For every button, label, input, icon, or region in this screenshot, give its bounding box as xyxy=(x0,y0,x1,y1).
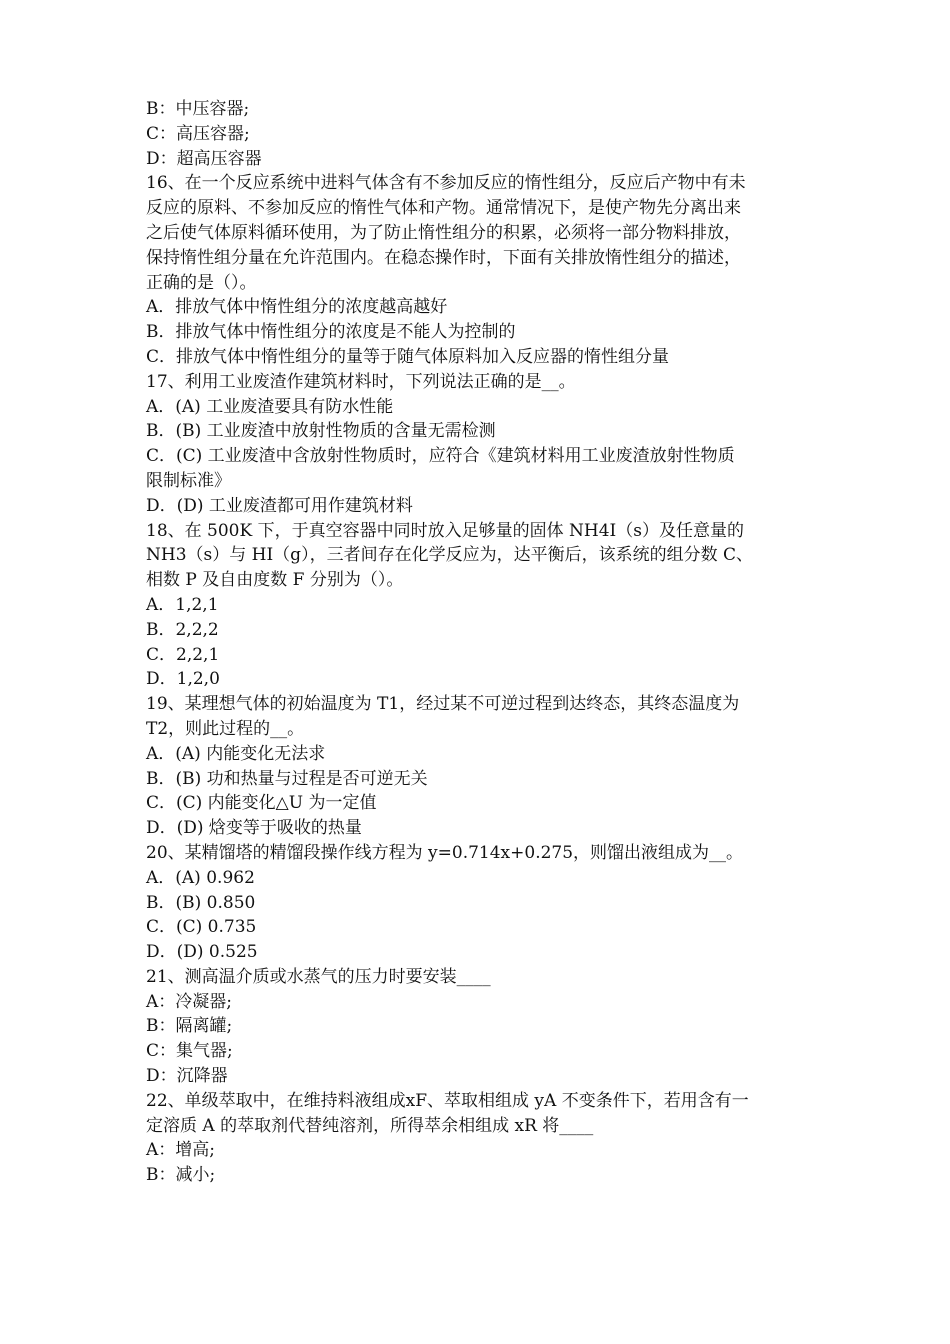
question-line: 之后使气体原料循环使用，为了防止惰性组分的积累，必须将一部分物料排放， xyxy=(146,222,741,243)
option-line: B：隔离罐; xyxy=(146,1016,233,1037)
option-line: B．(B) 功和热量与过程是否可逆无关 xyxy=(146,768,428,789)
option-line: C．2,2,1 xyxy=(146,644,220,665)
option-line: D．(D) 0.525 xyxy=(146,942,258,963)
question-line: 21、测高温介质或水蒸气的压力时要安装____ xyxy=(146,966,491,987)
option-line: B．(B) 工业废渣中放射性物质的含量无需检测 xyxy=(146,421,496,442)
question-line: 22、单级萃取中，在维持料液组成xF、萃取相组成 yA 不变条件下，若用含有一 xyxy=(146,1090,749,1111)
question-line: T2，则此过程的__。 xyxy=(146,718,305,739)
option-line: A．(A) 内能变化无法求 xyxy=(146,743,326,764)
option-line: A：冷凝器; xyxy=(146,991,233,1012)
option-line: D．1,2,0 xyxy=(146,669,220,690)
option-line: C：集气器; xyxy=(146,1041,233,1062)
option-line: B：中压容器; xyxy=(146,99,250,119)
option-line: A．(A) 0.962 xyxy=(146,867,255,888)
option-line: B：减小; xyxy=(146,1165,216,1186)
option-line: 限制标准》 xyxy=(146,470,231,491)
option-line: C．排放气体中惰性组分的量等于随气体原料加入反应器的惰性组分量 xyxy=(146,346,670,367)
document-page xyxy=(146,97,808,1188)
option-line: C．(C) 0.735 xyxy=(146,917,257,938)
option-line: B．排放气体中惰性组分的浓度是不能人为控制的 xyxy=(146,322,516,343)
option-line: C．(C) 内能变化△U 为一定值 xyxy=(146,793,377,814)
question-line: 18、在 500K 下，于真空容器中同时放入足够量的固体 NH4I（s）及任意量的 xyxy=(146,520,744,541)
question-line: 20、某精馏塔的精馏段操作线方程为 y=0.714x+0.275，则馏出液组成为__。 xyxy=(146,842,744,863)
option-line: D：沉降器 xyxy=(146,1066,228,1087)
question-line: 定溶质 A 的萃取剂代替纯溶剂，所得萃余相组成 xR 将____ xyxy=(146,1115,594,1136)
question-line: 相数 P 及自由度数 F 分别为（）。 xyxy=(146,570,404,591)
option-line: D．(D) 工业废渣都可用作建筑材料 xyxy=(146,495,413,516)
option-line: A．(A) 工业废渣要具有防水性能 xyxy=(146,396,394,417)
option-line: A．1,2,1 xyxy=(146,594,219,615)
question-line: 19、某理想气体的初始温度为 T1，经过某不可逆过程到达终态，其终态温度为 xyxy=(146,694,740,715)
question-line: 17、利用工业废渣作建筑材料时，下列说法正确的是__。 xyxy=(146,371,576,392)
question-line: 16、在一个反应系统中进料气体含有不参加反应的惰性组分，反应后产物中有未 xyxy=(146,173,746,194)
option-line: B．2,2,2 xyxy=(146,619,219,640)
option-line: A：增高; xyxy=(146,1140,216,1161)
question-line: NH3（s）与 HI（g），三者间存在化学反应为，达平衡后，该系统的组分数 C、 xyxy=(146,545,753,566)
option-line: C：高压容器; xyxy=(146,123,250,144)
option-line: C．(C) 工业废渣中含放射性物质时，应符合《建筑材料用工业废渣放射性物质 xyxy=(146,446,735,467)
question-line: 反应的原料、不参加反应的惰性气体和产物。通常情况下，是使产物先分离出来 xyxy=(146,198,741,219)
option-line: A．排放气体中惰性组分的浓度越高越好 xyxy=(146,297,448,318)
question-line: 保持惰性组分量在允许范围内。在稳态操作时，下面有关排放惰性组分的描述， xyxy=(146,247,741,268)
option-line: D：超高压容器 xyxy=(146,148,262,169)
option-line: B．(B) 0.850 xyxy=(146,892,256,913)
question-line: 正确的是（）。 xyxy=(146,272,257,293)
option-line: D．(D) 焓变等于吸收的热量 xyxy=(146,818,362,839)
